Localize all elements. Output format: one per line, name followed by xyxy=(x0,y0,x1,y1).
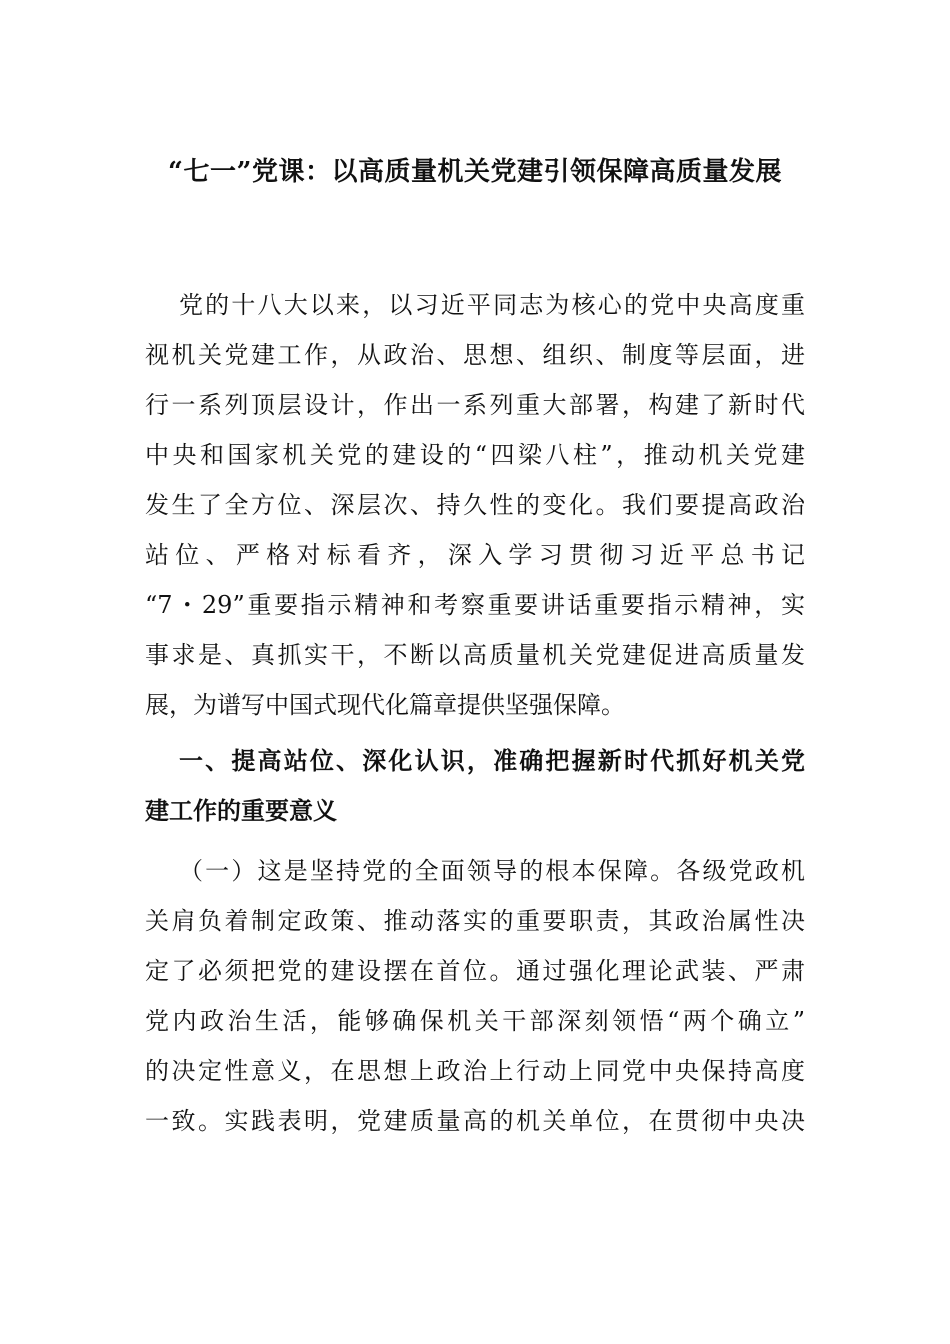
document-title: “七一”党课：以高质量机关党建引领保障高质量发展 xyxy=(168,157,782,187)
paragraph-line: 展，为谱写中国式现代化篇章提供坚强保障。 xyxy=(145,691,625,719)
paragraph-line: 发生了全方位、深层次、持久性的变化。我们要提高政治 xyxy=(145,491,805,519)
paragraph-line: 的决定性意义，在思想上政治上行动上同党中央保持高度 xyxy=(145,1057,805,1085)
paragraph-line: 党内政治生活，能够确保机关干部深刻领悟“两个确立” xyxy=(145,1007,805,1035)
paragraph-line: 定了必须把党的建设摆在首位。通过强化理论武装、严肃 xyxy=(145,957,805,985)
paragraph-line: 站位、严格对标看齐，深入学习贯彻习近平总书记 xyxy=(145,541,805,569)
paragraph-section-1-1 xyxy=(145,846,805,1146)
section-heading-1 xyxy=(145,736,805,836)
paragraph-line: 行一系列顶层设计，作出一系列重大部署，构建了新时代 xyxy=(145,391,805,419)
paragraph-line: 关肩负着制定政策、推动落实的重要职责，其政治属性决 xyxy=(145,907,805,935)
paragraph-line: 中央和国家机关党的建设的“四梁八柱”，推动机关党建 xyxy=(145,441,805,469)
paragraph-intro xyxy=(145,280,805,730)
paragraph-line: 视机关党建工作，从政治、思想、组织、制度等层面，进 xyxy=(145,341,805,369)
heading-line: 建工作的重要意义 xyxy=(145,796,337,825)
paragraph-line: 党的十八大以来，以习近平同志为核心的党中央高度重 xyxy=(179,291,805,319)
paragraph-line: 一致。实践表明，党建质量高的机关单位，在贯彻中央决 xyxy=(145,1107,805,1135)
paragraph-line: “7・29”重要指示精神和考察重要讲话重要指示精神，实 xyxy=(145,591,805,619)
paragraph-line: 事求是、真抓实干，不断以高质量机关党建促进高质量发 xyxy=(145,641,805,669)
heading-line: 一、提高站位、深化认识，准确把握新时代抓好机关党 xyxy=(179,746,805,775)
paragraph-line: （一）这是坚持党的全面领导的根本保障。各级党政机 xyxy=(179,857,805,885)
